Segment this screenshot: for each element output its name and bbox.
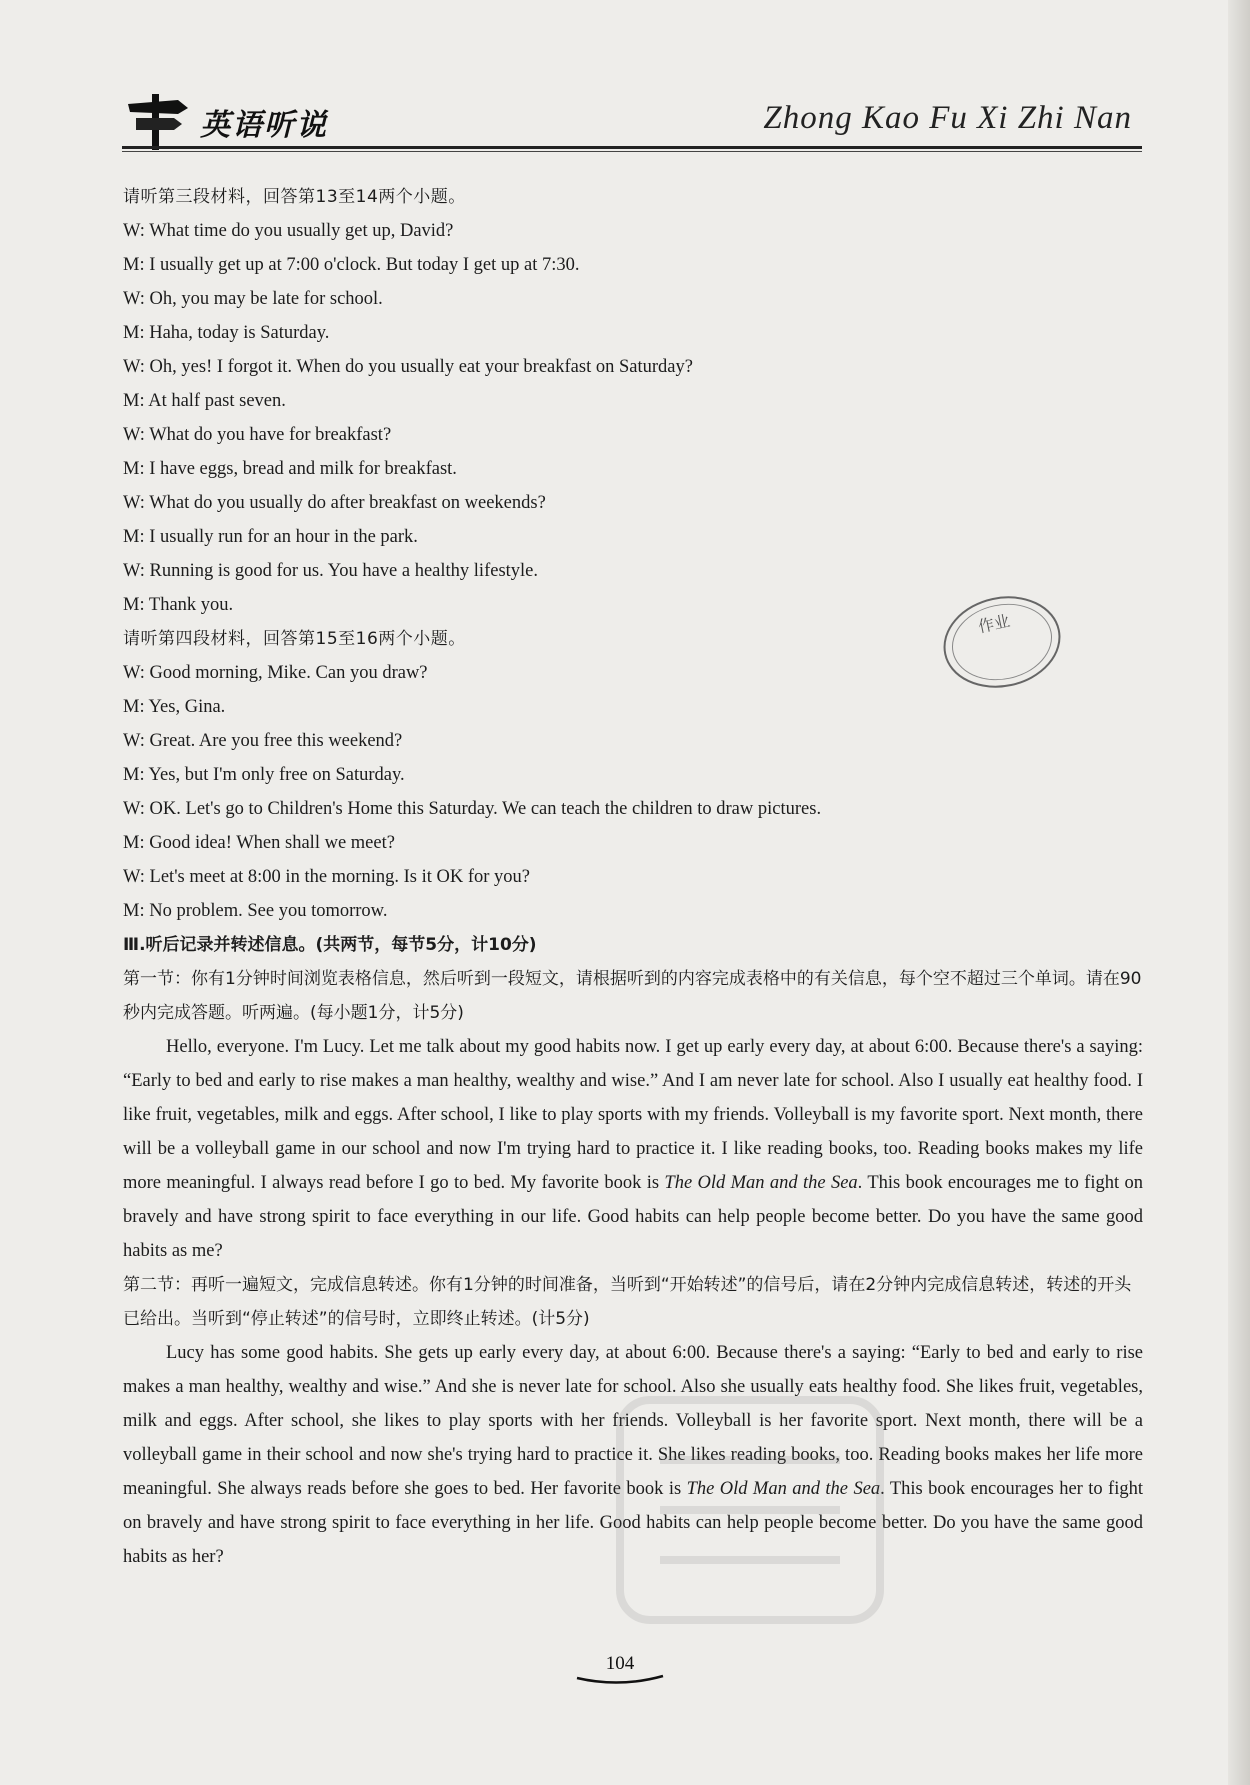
speaker-label: W [123, 867, 140, 887]
dialog-text: Running is good for us. You have a healthy lifestyle. [149, 561, 539, 581]
dialog-line [123, 826, 1143, 860]
passage-2-text-b: . This book encourages her to fight on bravely and have strong spirit to face everything in her life. Good habits can help people become better. Do you have the same good habits as her? [123, 1479, 1143, 1567]
dialog-line [123, 486, 1143, 520]
dialog-line [123, 724, 1143, 758]
speaker-label: M [123, 255, 140, 275]
dialog-line [123, 350, 1143, 384]
dialog-text: What do you have for breakfast? [149, 425, 392, 445]
speaker-separator: : [139, 901, 150, 921]
stamp-text: 作业 [976, 611, 1012, 637]
header-title-cn: 英语听说 [200, 108, 328, 143]
dialog-line [123, 894, 1143, 928]
dialog-line [123, 588, 1143, 622]
header-title-en: Zhong Kao Fu Xi Zhi Nan [763, 100, 1132, 136]
speaker-label: W [123, 357, 140, 377]
dialog-text: What time do you usually get up, David? [149, 221, 454, 241]
speaker-separator: : [139, 867, 150, 887]
speaker-label: M [123, 765, 140, 785]
passage-1-book-title: The Old Man and the Sea [664, 1173, 858, 1193]
page-content [123, 180, 1143, 1574]
page-edge-shadow [1228, 0, 1250, 1785]
speaker-label: W [123, 561, 140, 581]
page-number: 104 [605, 1653, 635, 1674]
dialog-line [123, 758, 1143, 792]
speaker-label: M [123, 697, 140, 717]
dialog-text: Good idea! When shall we meet? [149, 833, 395, 853]
dialog-text: Yes, but I'm only free on Saturday. [148, 765, 405, 785]
signpost-logo-icon [122, 90, 192, 150]
dialog-line [123, 860, 1143, 894]
speaker-separator: : [139, 493, 150, 513]
dialog-text: Oh, you may be late for school. [149, 289, 383, 309]
dialog-text: What do you usually do after breakfast on weekends? [149, 493, 546, 513]
speaker-label: M [123, 833, 140, 853]
speaker-label: M [123, 323, 140, 343]
dialog-3-instruction: 请听第三段材料，回答第13至14两个小题。 [123, 187, 466, 207]
dialog-line [123, 690, 1143, 724]
dialog-line [123, 316, 1143, 350]
speaker-separator: : [139, 833, 150, 853]
section-3-heading: Ⅲ.听后记录并转述信息。(共两节，每节5分，计10分) [123, 935, 537, 955]
speaker-label: M [123, 391, 140, 411]
speaker-separator: : [139, 289, 150, 309]
speaker-separator: : [139, 799, 150, 819]
dialog-text: No problem. See you tomorrow. [149, 901, 388, 921]
dialog-text: Yes, Gina. [148, 697, 226, 717]
passage-1-text-b: . This book encourages me to fight on bravely and have strong spirit to face everything in our life. Good habits can help people become better. Do you have the same good habits as me? [123, 1173, 1143, 1261]
dialog-text: Great. Are you free this weekend? [149, 731, 403, 751]
speaker-separator: : [139, 357, 150, 377]
page-header [122, 78, 1142, 152]
dialog-text: I usually get up at 7:00 o'clock. But today I get up at 7:30. [149, 255, 580, 275]
speaker-separator: : [139, 697, 149, 717]
speaker-label: M [123, 901, 140, 921]
speaker-separator: : [139, 255, 150, 275]
passage-2-book-title: The Old Man and the Sea [686, 1479, 881, 1499]
dialog-line [123, 656, 1143, 690]
passage-2-text-a: Lucy has some good habits. She gets up early every day, at about 6:00. Because there's a saying: “Early to bed and early to rise makes a man healthy, wealthy and wise.” And she is never late for school. Also she usually eats healthy food. She likes fruit, vegetables, milk and eggs. After school, she likes to play sports with her friends. Volleyball is her favorite sport. Next month, there will be a volleyball game in their school and now she's trying hard to practice it. She likes reading books, too. Reading books makes her life more meaningful. She always reads before she goes to bed. Her favorite book is [123, 1343, 1143, 1499]
dialog-line [123, 214, 1143, 248]
speaker-label: W [123, 221, 140, 241]
page-number-swoosh-icon [575, 1672, 665, 1686]
speaker-separator: : [139, 561, 150, 581]
speaker-label: W [123, 731, 140, 751]
dialog-text: Oh, yes! I forgot it. When do you usually eat your breakfast on Saturday? [149, 357, 693, 377]
dialog-text: I usually run for an hour in the park. [149, 527, 418, 547]
speaker-label: W [123, 493, 140, 513]
passage-1-text-a: Hello, everyone. I'm Lucy. Let me talk about my good habits now. I get up early every day, at about 6:00. Because there's a saying: “Early to bed and early to rise makes a man healthy, wealthy and wise.” And I am never late for school. Also I usually eat healthy food. I like fruit, vegetables, milk and eggs. After school, I like to play sports with my friends. Volleyball is my favorite sport. Next month, there will be a volleyball game in our school and now I'm trying hard to practice it. I like reading books, too. Reading books makes my life more meaningful. I always read before I go to bed. My favorite book is [123, 1037, 1143, 1193]
dialog-text: OK. Let's go to Children's Home this Saturday. We can teach the children to draw pictures. [149, 799, 822, 819]
dialog-4 [123, 656, 1143, 928]
header-rule [122, 146, 1142, 149]
watermark-icon [600, 1380, 900, 1640]
speaker-separator: : [139, 323, 150, 343]
speaker-label: M [123, 459, 140, 479]
dialog-line [123, 282, 1143, 316]
speaker-separator: : [139, 527, 150, 547]
speaker-separator: : [139, 765, 149, 785]
speaker-separator: : [139, 459, 150, 479]
dialog-line [123, 792, 1143, 826]
speaker-label: W [123, 663, 140, 683]
dialog-text: Let's meet at 8:00 in the morning. Is it OK for you? [149, 867, 530, 887]
speaker-separator: : [139, 391, 149, 411]
speaker-separator: : [139, 595, 149, 615]
dialog-4-instruction: 请听第四段材料，回答第15至16两个小题。 [123, 629, 466, 649]
speaker-label: W [123, 799, 140, 819]
dialog-line [123, 384, 1143, 418]
speaker-label: M [123, 595, 140, 615]
part-1-instruction: 第一节：你有1分钟时间浏览表格信息，然后听到一段短文，请根据听到的内容完成表格中的有关信息，每个空不超过三个单词。请在90秒内完成答题。听两遍。(每小题1分，计5分) [123, 969, 1142, 1023]
dialog-text: Haha, today is Saturday. [149, 323, 330, 343]
speaker-label: W [123, 289, 140, 309]
header-rule-thin [122, 151, 1142, 152]
speaker-label: M [123, 527, 140, 547]
speaker-separator: : [139, 221, 150, 241]
dialog-text: Good morning, Mike. Can you draw? [149, 663, 428, 683]
speaker-separator: : [139, 731, 150, 751]
dialog-text: I have eggs, bread and milk for breakfast. [149, 459, 457, 479]
speaker-separator: : [139, 425, 150, 445]
speaker-separator: : [139, 663, 150, 683]
passage-1 [123, 1030, 1143, 1268]
dialog-text: At half past seven. [148, 391, 286, 411]
dialog-line [123, 452, 1143, 486]
dialog-line [123, 418, 1143, 452]
dialog-line [123, 520, 1143, 554]
dialog-line [123, 554, 1143, 588]
part-2-instruction: 第二节：再听一遍短文，完成信息转述。你有1分钟的时间准备，当听到“开始转述”的信号后，请在2分钟内完成信息转述，转述的开头已给出。当听到“停止转述”的信号时，立即终止转述。(计5分) [123, 1275, 1132, 1329]
dialog-text: Thank you. [148, 595, 234, 615]
dialog-3 [123, 214, 1143, 622]
dialog-line [123, 248, 1143, 282]
speaker-label: W [123, 425, 140, 445]
